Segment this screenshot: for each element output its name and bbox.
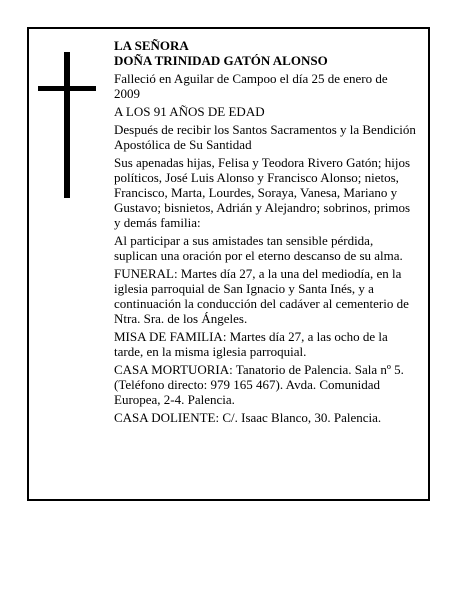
funeral-home-paragraph: CASA MORTUORIA: Tanatorio de Palencia. Sala nº 5. (Teléfono directo: 979 165 467). Avda. Comunidad Europea, 2-4. Palencia. <box>114 362 404 407</box>
obituary-text <box>114 38 416 425</box>
deceased-name: DOÑA TRINIDAD GATÓN ALONSO <box>114 53 328 68</box>
latin-cross-icon <box>38 52 96 198</box>
honorific-title: LA SEÑORA <box>114 38 189 53</box>
death-date-paragraph: Falleció en Aguilar de Campoo el día 25 de enero de 2009 <box>114 71 388 101</box>
sacraments-paragraph: Después de recibir los Santos Sacramentos y la Bendición Apostólica de Su Santidad <box>114 122 416 152</box>
cross-horizontal-bar <box>38 86 96 91</box>
mourning-home-paragraph: CASA DOLIENTE: C/. Isaac Blanco, 30. Palencia. <box>114 410 382 425</box>
prayer-request-paragraph: Al participar a sus amistades tan sensible pérdida, suplican una oración por el eterno descanso de su alma. <box>114 233 403 263</box>
family-paragraph: Sus apenadas hijas, Felisa y Teodora Rivero Gatón; hijos políticos, José Luis Alonso y Francisco Alonso; nietos, Francisco, Marta, Lourdes, Soraya, Vanesa, Mariano y Gustavo; bisnietos, Adrián y Alejandro; sobrinos, primos y demás familia: <box>114 155 411 230</box>
cross-vertical-bar <box>64 52 70 198</box>
age-line: A LOS 91 AÑOS DE EDAD <box>114 104 265 119</box>
family-mass-paragraph: MISA DE FAMILIA: Martes día 27, a las ocho de la tarde, en la misma iglesia parroquial. <box>114 329 388 359</box>
funeral-paragraph: FUNERAL: Martes día 27, a la una del mediodía, en la iglesia parroquial de San Ignacio y Santa Inés, y a continuación la conducción del cadáver al cementerio de Ntra. Sra. de los Ángeles. <box>114 266 409 326</box>
